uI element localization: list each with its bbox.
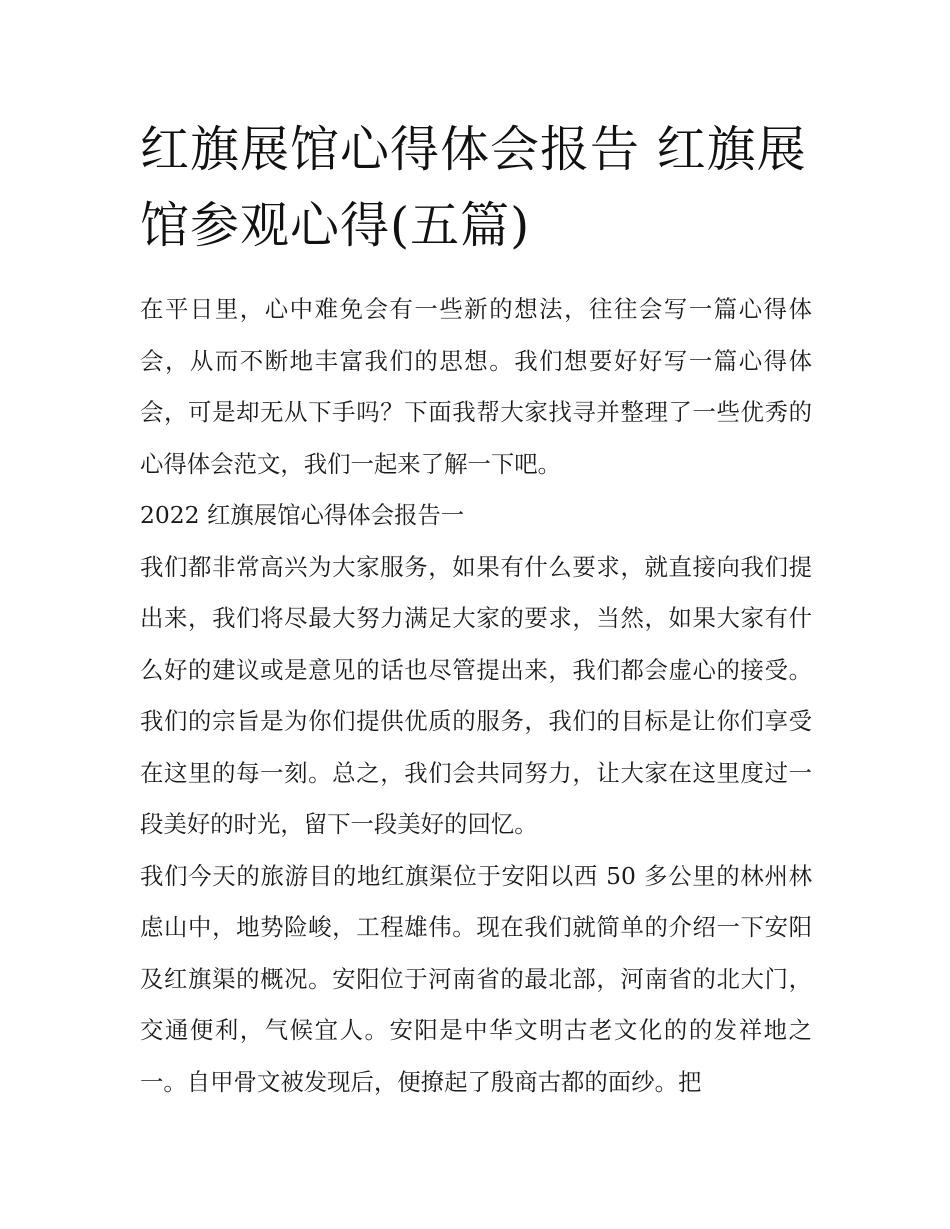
body-paragraph-1: 我们都非常高兴为大家服务，如果有什么要求，就直接向我们提出来，我们将尽最大努力满足大家的要求，当然，如果大家有什么好的建议或是意见的话也尽管提出来，我们都会虚心的接受。我们的宗旨是为你们提供优质的服务，我们的目标是让你们享受在这里的每一刻。总之，我们会共同努力，让大家在这里度过一段美好的时光，留下一段美好的回忆。 <box>140 552 812 838</box>
document-page <box>140 112 812 1108</box>
section-heading: 2022 红旗展馆心得体会报告一 <box>140 501 465 529</box>
intro-paragraph: 在平日里，心中难免会有一些新的想法，往往会写一篇心得体会，从而不断地丰富我们的思想。我们想要好好写一篇心得体会，可是却无从下手吗？下面我帮大家找寻并整理了一些优秀的心得体会范文，我们一起来了解一下吧。 <box>140 295 812 478</box>
document-title: 红旗展馆心得体会报告 红旗展馆参观心得(五篇) <box>140 121 807 254</box>
body-paragraph-2: 我们今天的旅游目的地红旗渠位于安阳以西 50 多公里的林州林虑山中，地势险峻，工程雄伟。现在我们就简单的介绍一下安阳及红旗渠的概况。安阳位于河南省的最北部，河南省的北大门，交通便利，气候宜人。安阳是中华文明古老文化的的发祥地之一。自甲骨文被发现后，便撩起了殷商古都的面纱。把 <box>140 861 812 1096</box>
